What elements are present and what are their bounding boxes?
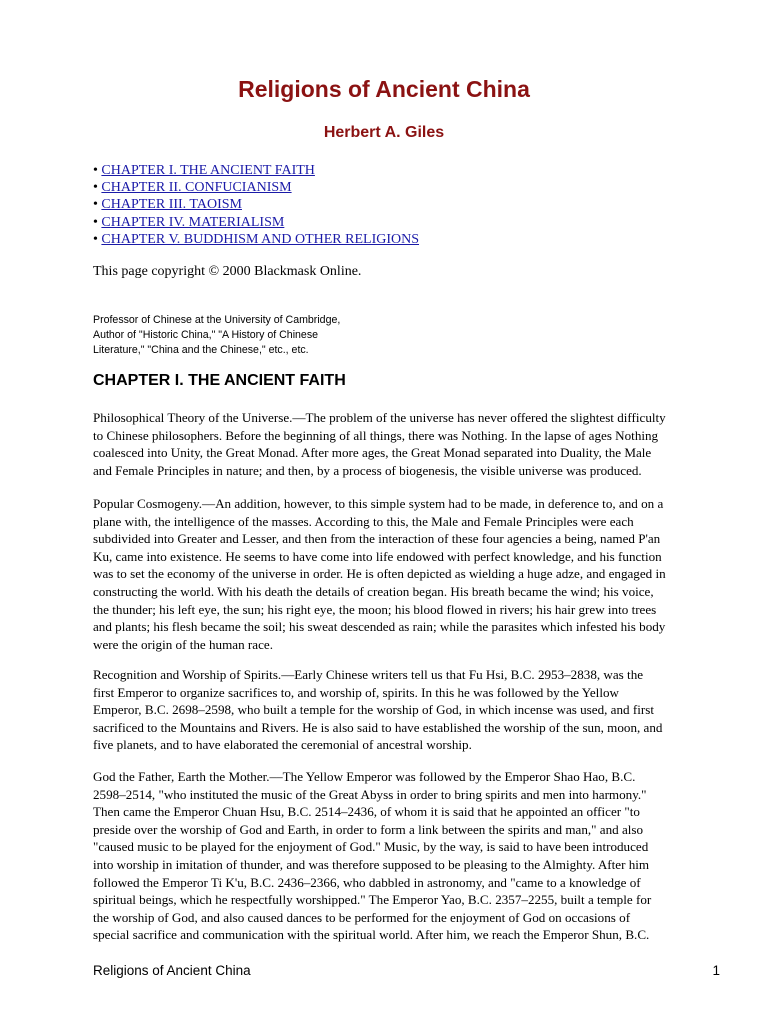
toc-item <box>93 231 419 248</box>
paragraph-line: the worship of God, and also caused dances to be performed for the enjoyment of God on occasions of <box>93 909 631 925</box>
paragraph-line: 2598–2514, "who instituted the music of the Great Abyss in order to bring spirits and men into harmony." <box>93 786 647 802</box>
affiliation-line: Professor of Chinese at the University of Cambridge, <box>93 314 341 326</box>
author-affiliation <box>93 313 393 358</box>
toc-item <box>93 162 419 179</box>
paragraph-line: subdivided into Greater and Lesser, and then from the interaction of these four agencies a being, named P'an <box>93 531 661 547</box>
paragraph-line: plane with, the intelligence of the masses. According to this, the Male and Female Principles were each <box>93 513 634 529</box>
toc-link[interactable]: CHAPTER IV. MATERIALISM <box>101 214 285 230</box>
affiliation-line: Literature," "China and the Chinese," etc., etc. <box>93 344 309 356</box>
paragraph-god-the-father <box>93 768 723 944</box>
chapter-heading: CHAPTER I. THE ANCIENT FAITH <box>93 372 346 389</box>
paragraph-line: and plants; his flesh became the soil; his sweat descended as rain; while the parasites which infested his body <box>93 619 666 635</box>
paragraph-line: five planets, and to have elaborated the ceremonial of ancestral worship. <box>93 737 472 753</box>
paragraph-line: constructing the world. With his death the details of creation began. His breath became the wind; his voice, <box>93 583 654 599</box>
toc-link[interactable]: CHAPTER III. TAOISM <box>101 197 242 213</box>
paragraph-line: were the origin of the human race. <box>93 636 273 652</box>
paragraph-line: spiritual beings, which he respectfully worshipped." The Emperor Yao, B.C. 2357–2255, built a temple for <box>93 892 652 908</box>
paragraph-line: and Female Principles in nature; and then, by a process of biogenesis, the visible universe was produced. <box>93 462 642 478</box>
footer-title: Religions of Ancient China <box>93 963 251 978</box>
document-author: Herbert A. Giles <box>323 124 445 141</box>
copyright-notice: This page copyright © 2000 Blackmask Online. <box>93 264 362 279</box>
paragraph-line: sacrificed to the Mountains and Rivers. He is also said to have established the worship of the sun, moon, and <box>93 719 663 735</box>
paragraph-line: Recognition and Worship of Spirits.––Early Chinese writers tell us that Fu Hsi, B.C. 2953–2838, was the <box>93 667 644 682</box>
paragraph-line: was to set the economy of the universe in order. He is often depicted as wielding a huge adze, and engaged in <box>93 566 666 582</box>
toc-link[interactable]: CHAPTER I. THE ANCIENT FAITH <box>101 163 315 178</box>
bullet-icon: • <box>93 180 98 196</box>
paragraph-line: Then came the Emperor Chuan Hsu, B.C. 2514–2436, of whom it is said that he appointed an officer "to <box>93 804 640 820</box>
paragraph-line: followed the Emperor Ti K'u, B.C. 2436–2366, who dabbled in astronomy, and "came to a knowledge of <box>93 874 641 890</box>
paragraph-line: the thunder; his left eye, the sun; his right eye, the moon; his blood flowed in rivers; his hair grew into trees <box>93 601 657 617</box>
paragraph-line: first Emperor to organize sacrifices to, and worship of, spirits. In this he was followed by the Yellow <box>93 684 619 700</box>
toc-link[interactable]: CHAPTER II. CONFUCIANISM <box>101 180 292 196</box>
paragraph-line: preside over the worship of God and Earth, in order to form a link between the spirits and man," and also <box>93 821 644 837</box>
toc-link[interactable]: CHAPTER V. BUDDHISM AND OTHER RELIGIONS <box>101 231 420 247</box>
paragraph-worship-of-spirits <box>93 666 723 754</box>
paragraph-line: to Chinese philosophers. Before the beginning of all things, there was Nothing. In the lapse of ages Nothing <box>93 427 659 443</box>
paragraph-line: special sacrifice and communication with the spiritual world. After him, we reach the Emperor Shun, B.C. <box>93 927 650 943</box>
paragraph-line: Popular Cosmogeny.––An addition, however, to this simple system had to be made, in deference to, and on a <box>93 496 664 511</box>
bullet-icon: • <box>93 197 98 213</box>
affiliation-line: Author of "Historic China," "A History of Chinese <box>93 329 319 341</box>
table-of-contents <box>93 162 419 248</box>
bullet-icon: • <box>93 163 98 178</box>
paragraph-line: Emperor, B.C. 2698–2598, who built a temple for the worship of God, in which incense was used, and first <box>93 702 654 718</box>
toc-item <box>93 179 419 196</box>
document-title: Religions of Ancient China <box>238 76 530 102</box>
bullet-icon: • <box>93 231 98 247</box>
toc-item <box>93 196 419 213</box>
page-number: 1 <box>712 963 720 978</box>
bullet-icon: • <box>93 214 98 230</box>
paragraph-popular-cosmogeny <box>93 495 723 653</box>
paragraph-line: into worship in imitation of thunder, and was therefore supposed to be pleasing to the Almighty. After him <box>93 856 650 872</box>
paragraph-line: "caused music to be played for the enjoyment of God." Music, by the way, is said to have been introduced <box>93 839 649 855</box>
paragraph-line: Philosophical Theory of the Universe.––The problem of the universe has never offered the slightest difficulty <box>93 410 666 425</box>
paragraph-philosophical-theory <box>93 409 723 479</box>
paragraph-line: Ku, came into existence. He seems to have come into life endowed with perfect knowledge, and his function <box>93 548 662 564</box>
toc-item <box>93 214 419 231</box>
paragraph-line: coalesced into Unity, the Great Monad. After more ages, the Great Monad separated into Duality, the Male <box>93 445 652 461</box>
paragraph-line: God the Father, Earth the Mother.––The Yellow Emperor was followed by the Emperor Shao Hao, B.C. <box>93 769 636 784</box>
